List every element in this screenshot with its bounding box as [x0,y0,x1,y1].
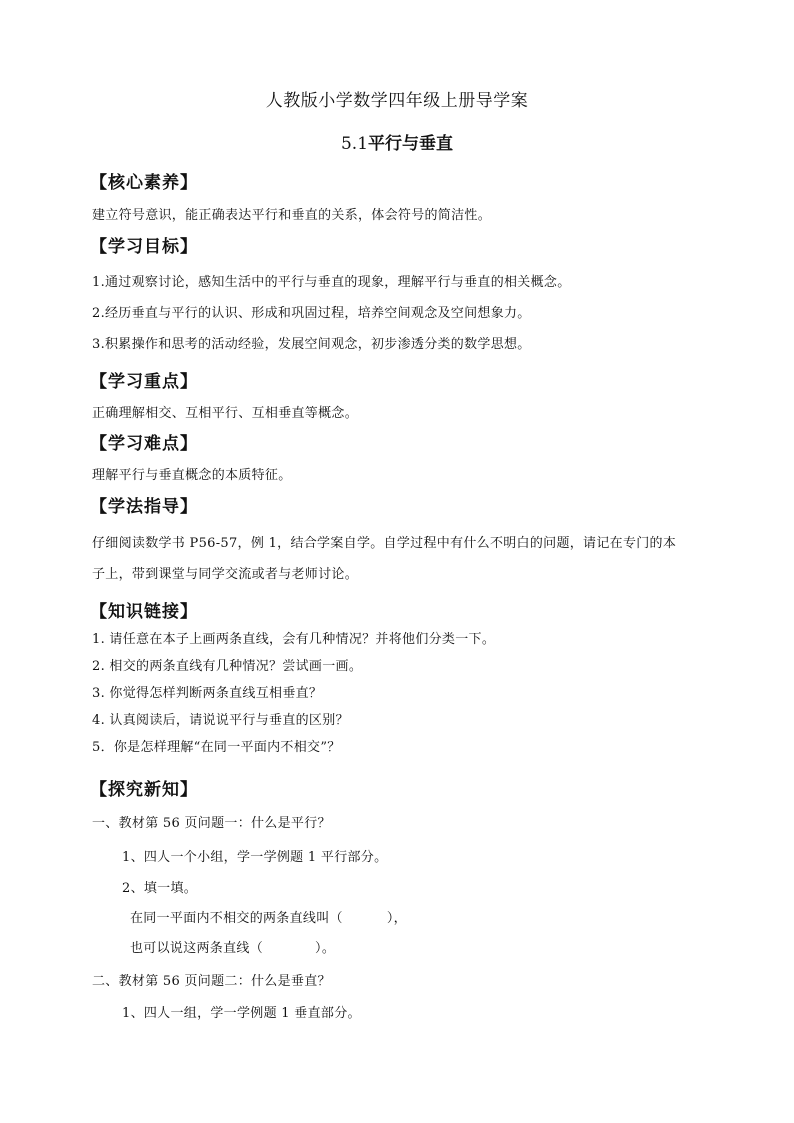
fill-in-suffix: ）。 [315,941,336,956]
explore-part1-title: 一、教材第 56 页问题一：什么是平行？ [92,816,331,831]
knowledge-link-item: 5．你是怎样理解“在同一平面内不相交”？ [92,740,341,755]
explore-part1-step: 2、填一填。 [122,881,198,896]
study-method-line: 仔细阅读数学书 P56-57，例 1，结合学案自学。自学过程中有什么不明白的问题，请记在专门的本 [92,536,677,551]
key-points-text: 正确理解相交、互相平行、互相垂直等概念。 [92,406,359,421]
document-title: 人教版小学数学四年级上册导学案 [265,91,529,111]
fill-in-sentence [130,937,335,956]
explore-part1-step: 1、四人一个小组，学一学例题 1 平行部分。 [122,850,388,865]
fill-in-sentence [130,907,407,926]
lesson-name: 平行与垂直 [368,134,454,154]
heading-key-points: 【学习重点】 [90,372,198,392]
knowledge-link-item: 4. 认真阅读后，请说说平行与垂直的区别？ [92,713,349,728]
knowledge-link-item: 1. 请任意在本子上画两条直线，会有几种情况？并将他们分类一下。 [92,632,496,647]
goal-item: 2.经历垂直与平行的认识、形成和巩固过程，培养空间观念及空间想象力。 [92,306,531,321]
heading-core-literacy: 【核心素养】 [90,173,198,193]
lesson-title [0,129,794,154]
lesson-number: 5.1 [340,134,369,154]
heading-study-method: 【学法指导】 [90,497,198,517]
fill-in-suffix: ）， [386,911,407,926]
goal-item: 3.积累操作和思考的活动经验，发展空间观念，初步渗透分类的数学思想。 [92,337,531,352]
heading-difficulties: 【学习难点】 [90,434,198,454]
goal-item: 1.通过观察讨论，感知生活中的平行与垂直的现象，理解平行与垂直的相关概念。 [92,275,571,290]
fill-in-prefix: 也可以说这两条直线（ [130,941,264,956]
fill-in-prefix: 在同一平面内不相交的两条直线叫（ [130,911,343,926]
explore-part2-title: 二、教材第 56 页问题二：什么是垂直？ [92,974,331,989]
heading-knowledge-links: 【知识链接】 [90,602,198,622]
knowledge-link-item: 2. 相交的两条直线有几种情况？尝试画一画。 [92,659,363,674]
heading-explore-new: 【探究新知】 [90,780,198,800]
explore-part2-step: 1、四人一组，学一学例题 1 垂直部分。 [122,1006,361,1021]
core-literacy-text: 建立符号意识，能正确表达平行和垂直的关系，体会符号的简洁性。 [92,208,492,223]
knowledge-link-item: 3. 你觉得怎样判断两条直线互相垂直？ [92,686,323,701]
study-method-line: 子上，带到课堂与同学交流或者与老师讨论。 [92,567,359,582]
heading-learning-goals: 【学习目标】 [90,237,198,257]
difficulties-text: 理解平行与垂直概念的本质特征。 [92,468,292,483]
